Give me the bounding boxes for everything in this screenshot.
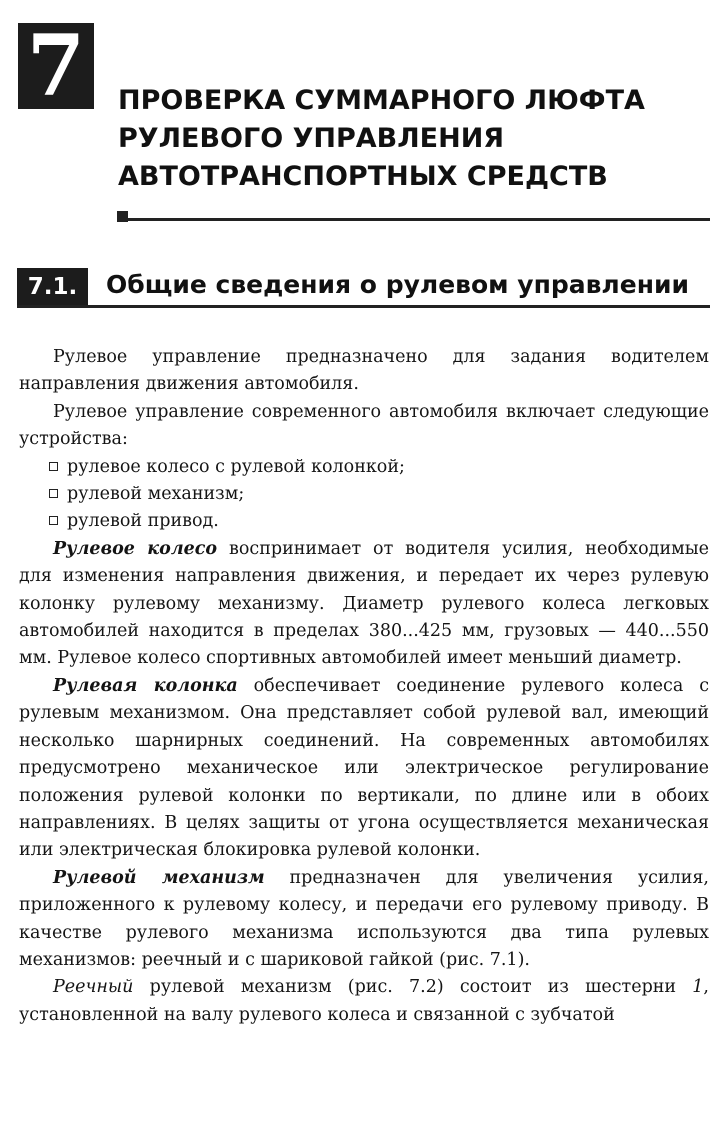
section-title: Общие сведения о рулевом управлении [106, 270, 690, 299]
term-rack: Реечный [53, 977, 134, 998]
part-reference-number: 1 [692, 977, 704, 998]
list-item [19, 454, 709, 481]
term-steering-wheel: Рулевое колесо [53, 538, 218, 559]
list-item [19, 481, 709, 508]
term-steering-column: Рулевая колонка [53, 675, 238, 696]
term-steering-mechanism: Рулевой механизм [53, 867, 265, 888]
list-item [19, 508, 709, 535]
checkbox-bullet-icon [49, 462, 58, 471]
paragraph-rack-mechanism [19, 974, 709, 1029]
chapter-title-line: РУЛЕВОГО УПРАВЛЕНИЯ [118, 123, 505, 154]
paragraph-steering-wheel [19, 536, 709, 673]
paragraph-text: рулевой механизм (рис. 7.2) состоит из шестерни [133, 977, 693, 998]
paragraph-text: , установленной на валу рулевого колеса и связанной с зубчатой [19, 977, 709, 1025]
chapter-divider [117, 218, 710, 221]
paragraph-purpose: Рулевое управление предназначено для задания водителем направления движения автомобиля. [19, 347, 709, 395]
body-text [19, 344, 709, 1029]
chapter-number-badge: 7 [18, 23, 94, 109]
checkbox-bullet-icon [49, 516, 58, 525]
list-item-text: рулевой привод. [67, 511, 219, 532]
chapter-title [118, 82, 718, 196]
chapter-title-line: ПРОВЕРКА СУММАРНОГО ЛЮФТА [118, 85, 645, 116]
paragraph-steering-column [19, 673, 709, 865]
list-item-text: рулевое колесо с рулевой колонкой; [67, 456, 405, 477]
paragraph-text: обеспечивает соединение рулевого колеса с рулевым механизмом. Она представляет собой рулевой вал, имеющий несколько шарнирных соединений. На современных автомобилях предусмотрено механическое или электрическое регулирование положения рулевой колонки по вертикали, по длине или в обоих направлениях. В целях защиты от угона осуществляется механическая или электрическая блокировка рулевой колонки. [19, 675, 709, 861]
list-item-text: рулевой механизм; [67, 484, 245, 505]
section-divider [17, 305, 710, 308]
section-number-badge: 7.1. [17, 268, 88, 306]
checkbox-bullet-icon [49, 489, 58, 498]
paragraph-steering-mechanism [19, 865, 709, 975]
paragraph-text: предназначен для увеличения усилия, приложенного к рулевому колесу, и передачи его рулевому приводу. В качестве рулевого механизма используются два типа рулевых механизмов: реечный и с шариковой гайкой (рис. 7.1). [19, 867, 709, 970]
chapter-title-line: АВТОТРАНСПОРТНЫХ СРЕДСТВ [118, 161, 608, 192]
paragraph-devices-intro: Рулевое управление современного автомобиля включает следующие устройства: [19, 401, 709, 450]
paragraph-text: воспринимает от водителя усилия, необходимые для изменения направления движения, и передает их через рулевую колонку рулевому механизму. Диаметр рулевого колеса легковых автомобилей находится в пределах 380...425 мм, грузовых — 440...550 мм. Рулевое колесо спортивных автомобилей имеет меньший диаметр. [19, 538, 710, 669]
